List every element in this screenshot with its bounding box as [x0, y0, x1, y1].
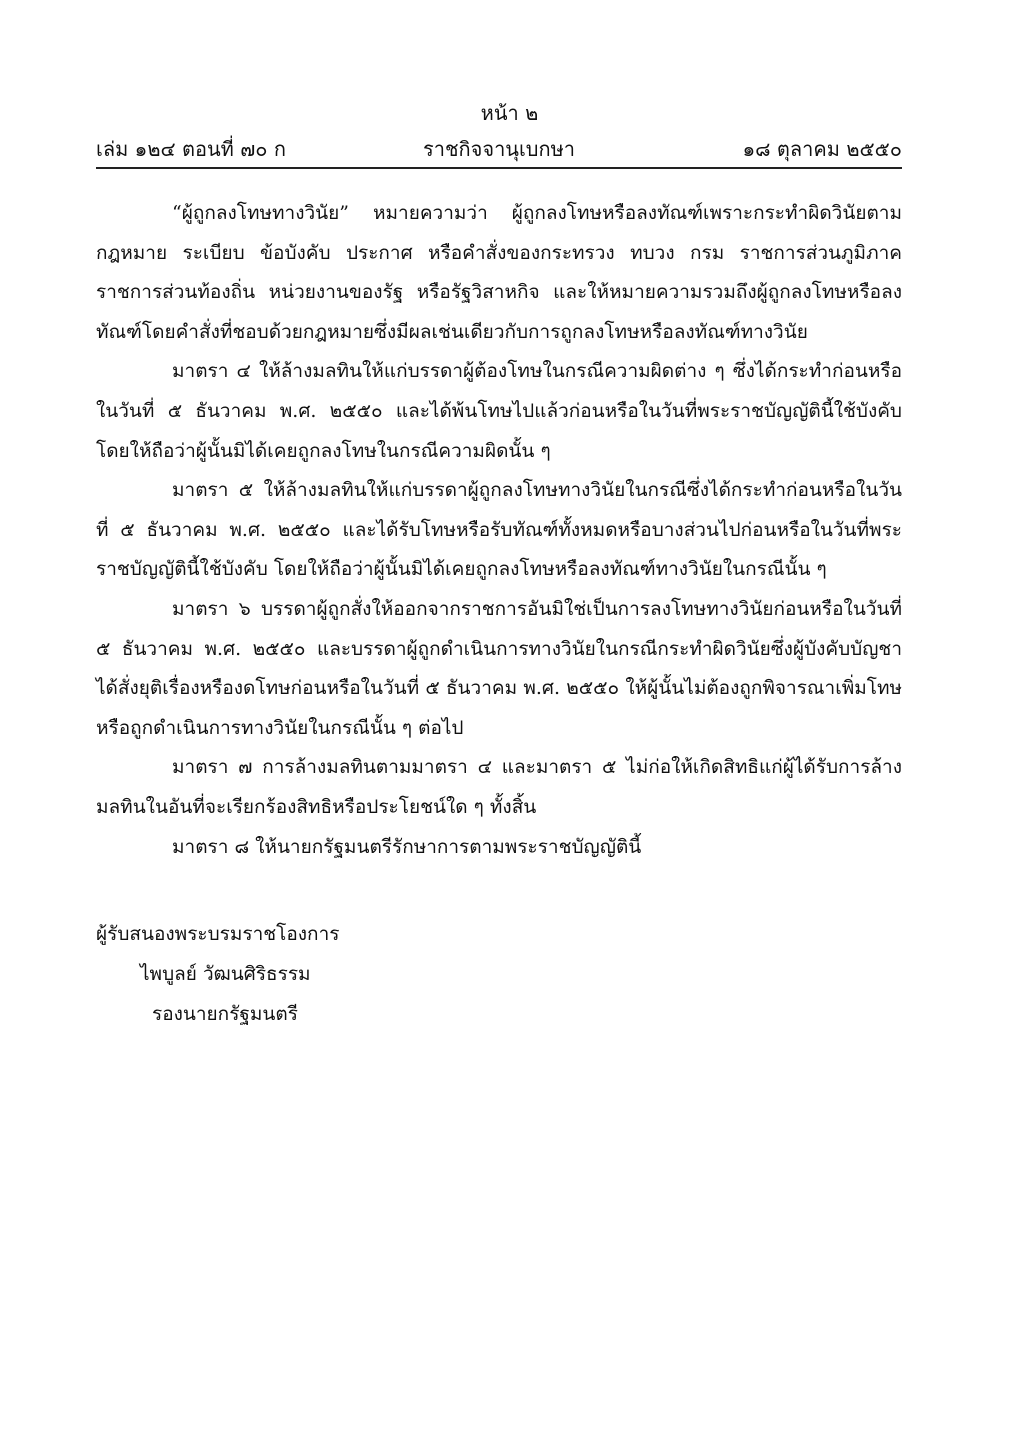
- signatory-name: ไพบูลย์ วัฒนศิริธรรม: [140, 963, 311, 985]
- countersign-label: ผู้รับสนองพระบรมราชโองการ: [96, 923, 340, 945]
- signatory-position: รองนายกรัฐมนตรี: [152, 1003, 298, 1025]
- section-7-paragraph: มาตรา ๗ การล้างมลทินตามมาตรา ๔ และมาตรา ๕ ไม่ก่อให้เกิดสิทธิแก่ผู้ได้รับการล้างมลทินในอันที่จะเรียกร้องสิทธิหรือประโยชน์ใด ๆ ทั้งสิ้น: [96, 756, 902, 818]
- section-6-paragraph: มาตรา ๖ บรรดาผู้ถูกสั่งให้ออกจากราชการอันมิใช่เป็นการลงโทษทางวินัยก่อนหรือในวันที่ ๕ ธันวาคม พ.ศ. ๒๕๕๐ และบรรดาผู้ถูกดำเนินการทางวินัยในกรณีกระทำผิดวินัยซึ่งผู้บังคับบัญชาได้สั่งยุติเรื่องหรืองดโทษก่อนหรือในวันที่ ๕ ธันวาคม พ.ศ. ๒๕๕๐ ให้ผู้นั้นไม่ต้องถูกพิจารณาเพิ่มโทษหรือถูกดำเนินการทางวินัยในกรณีนั้น ๆ ต่อไป: [96, 597, 902, 739]
- definition-paragraph: “ผู้ถูกลงโทษทางวินัย” หมายความว่า ผู้ถูกลงโทษหรือลงทัณฑ์เพราะกระทำผิดวินัยตามกฎหมาย ระเบียบ ข้อบังคับ ประกาศ หรือคำสั่งของกระทรวง ทบวง กรม ราชการส่วนภูมิภาค ราชการส่วนท้องถิ่น หน่วยงานของรัฐ หรือรัฐวิสาหกิจ และให้หมายความรวมถึงผู้ถูกลงโทษหรือลงทัณฑ์โดยคำสั่งที่ชอบด้วยกฎหมายซึ่งมีผลเช่นเดียวกับการถูกลงโทษหรือลงทัณฑ์ทางวินัย: [96, 202, 902, 343]
- gazette-header: [96, 133, 902, 163]
- section-8-paragraph: มาตรา ๘ ให้นายกรัฐมนตรีรักษาการตามพระราชบัญญัตินี้: [172, 835, 642, 858]
- header-divider: [96, 167, 902, 169]
- document-body: [96, 194, 902, 867]
- section-5-paragraph: มาตรา ๕ ให้ล้างมลทินให้แก่บรรดาผู้ถูกลงโทษทางวินัยในกรณีซึ่งได้กระทำก่อนหรือในวันที่ ๕ ธันวาคม พ.ศ. ๒๕๕๐ และได้รับโทษหรือรับทัณฑ์ทั้งหมดหรือบางส่วนไปก่อนหรือในวันที่พระราชบัญญัตินี้ใช้บังคับ โดยให้ถือว่าผู้นั้นมิได้เคยถูกลงโทษหรือลงทัณฑ์ทางวินัยในกรณีนั้น ๆ: [96, 479, 902, 581]
- page-number: หน้า ๒: [480, 101, 539, 125]
- section-4-paragraph: มาตรา ๔ ให้ล้างมลทินให้แก่บรรดาผู้ต้องโทษในกรณีความผิดต่าง ๆ ซึ่งได้กระทำก่อนหรือในวันที่ ๕ ธันวาคม พ.ศ. ๒๕๕๐ และได้พ้นโทษไปแล้วก่อนหรือในวันที่พระราชบัญญัตินี้ใช้บังคับ โดยให้ถือว่าผู้นั้นมิได้เคยถูกลงโทษในกรณีความผิดนั้น ๆ: [96, 360, 902, 462]
- signature-block: [96, 914, 596, 1034]
- gazette-title: ราชกิจจานุเบกษา: [422, 137, 576, 161]
- volume-issue: เล่ม ๑๒๔ ตอนที่ ๗๐ ก: [96, 137, 286, 161]
- publication-date: ๑๘ ตุลาคม ๒๕๕๐: [742, 137, 902, 161]
